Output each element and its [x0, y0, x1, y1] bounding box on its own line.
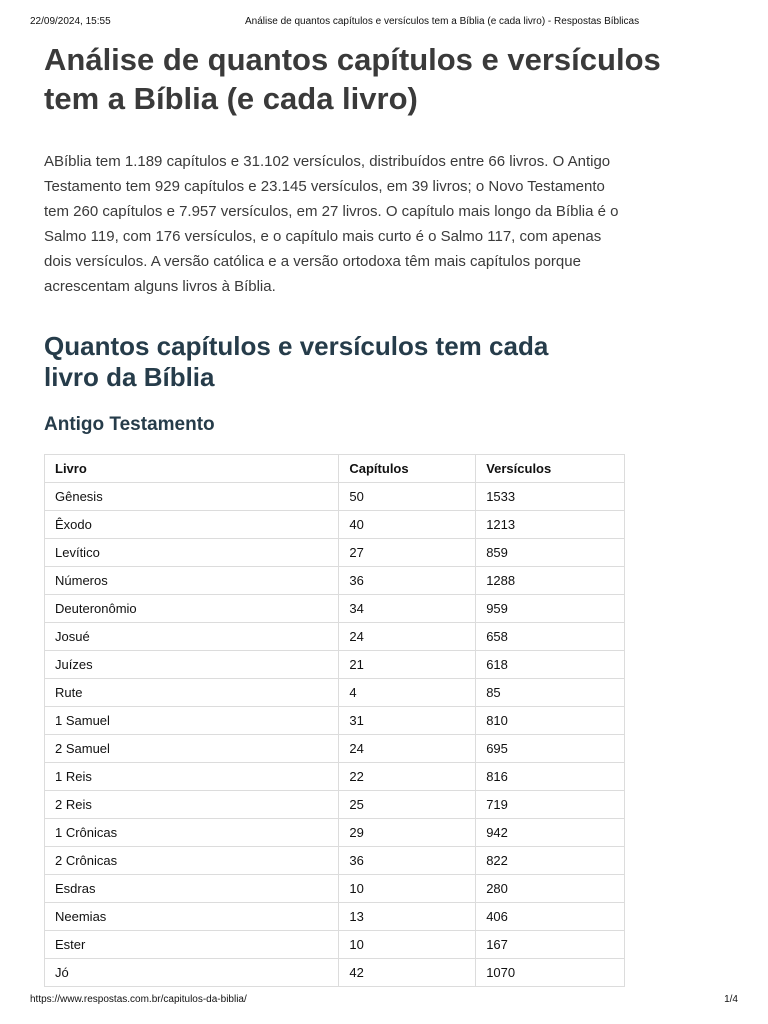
print-footer — [30, 994, 738, 1008]
verses-cell: 822 — [476, 847, 625, 875]
book-cell: 1 Reis — [45, 763, 339, 791]
section-title: Quantos capítulos e versículos tem cada livro da Bíblia — [44, 331, 549, 392]
column-header-book: Livro — [45, 455, 339, 483]
page-number: 1/4 — [724, 994, 738, 1005]
verses-cell: 618 — [476, 651, 625, 679]
table-row — [45, 791, 625, 819]
table-row — [45, 567, 625, 595]
verses-cell: 1288 — [476, 567, 625, 595]
intro-paragraph: ABíblia tem 1.189 capítulos e 31.102 versículos, distribuídos entre 66 livros. O Antigo Testamento tem 929 capítulos e 23.145 versículos, em 39 livros; o Novo Testamento tem 260 capítulos e 7.957 versículos, em 27 livros. O capítulo mais longo da Bíblia é o Salmo 119, com 176 versículos, e o capítulo mais curto é o Salmo 117, com apenas dois versículos. A versão católica e a versão ortodoxa têm mais capítulos porque acrescentam alguns livros à Bíblia. — [44, 153, 619, 295]
table-row — [45, 819, 625, 847]
book-cell: Deuteronômio — [45, 595, 339, 623]
table-row — [45, 651, 625, 679]
chapters-cell: 40 — [339, 511, 476, 539]
chapters-cell: 13 — [339, 903, 476, 931]
verses-cell: 959 — [476, 595, 625, 623]
verses-cell: 816 — [476, 763, 625, 791]
chapters-cell: 25 — [339, 791, 476, 819]
table-row — [45, 483, 625, 511]
table-row — [45, 511, 625, 539]
page-title: Análise de quantos capítulos e versículos tem a Bíblia (e cada livro) — [44, 42, 661, 116]
chapters-cell: 50 — [339, 483, 476, 511]
chapters-cell: 36 — [339, 567, 476, 595]
article — [44, 40, 724, 987]
chapters-cell: 24 — [339, 735, 476, 763]
table-row — [45, 847, 625, 875]
book-cell: 1 Crônicas — [45, 819, 339, 847]
verses-cell: 658 — [476, 623, 625, 651]
book-cell: Êxodo — [45, 511, 339, 539]
table-row — [45, 875, 625, 903]
chapters-cell: 31 — [339, 707, 476, 735]
chapters-cell: 34 — [339, 595, 476, 623]
chapters-cell: 24 — [339, 623, 476, 651]
verses-cell: 1070 — [476, 959, 625, 987]
book-cell: 1 Samuel — [45, 707, 339, 735]
verses-cell: 280 — [476, 875, 625, 903]
column-header-verses: Versículos — [476, 455, 625, 483]
table-header-row — [45, 455, 625, 483]
table-row — [45, 959, 625, 987]
chapters-cell: 36 — [339, 847, 476, 875]
verses-cell: 859 — [476, 539, 625, 567]
chapters-cell: 29 — [339, 819, 476, 847]
chapters-cell: 4 — [339, 679, 476, 707]
verses-cell: 167 — [476, 931, 625, 959]
books-table — [44, 454, 625, 987]
print-date: 22/09/2024, 15:55 — [30, 16, 111, 27]
book-cell: Gênesis — [45, 483, 339, 511]
book-cell: Números — [45, 567, 339, 595]
table-row — [45, 707, 625, 735]
book-cell: Neemias — [45, 903, 339, 931]
print-document-title: Análise de quantos capítulos e versículos tem a Bíblia (e cada livro) - Respostas Bíblicas — [245, 16, 640, 27]
verses-cell: 942 — [476, 819, 625, 847]
table-row — [45, 763, 625, 791]
print-header — [30, 16, 738, 30]
book-cell: 2 Reis — [45, 791, 339, 819]
book-cell: Rute — [45, 679, 339, 707]
verses-cell: 406 — [476, 903, 625, 931]
chapters-cell: 10 — [339, 875, 476, 903]
book-cell: 2 Crônicas — [45, 847, 339, 875]
table-row — [45, 623, 625, 651]
chapters-cell: 21 — [339, 651, 476, 679]
table-row — [45, 539, 625, 567]
table-row — [45, 595, 625, 623]
book-cell: Jó — [45, 959, 339, 987]
verses-cell: 1533 — [476, 483, 625, 511]
chapters-cell: 10 — [339, 931, 476, 959]
table-row — [45, 931, 625, 959]
book-cell: Josué — [45, 623, 339, 651]
verses-cell: 719 — [476, 791, 625, 819]
print-url: https://www.respostas.com.br/capitulos-da-biblia/ — [30, 994, 247, 1005]
chapters-cell: 22 — [339, 763, 476, 791]
column-header-chapters: Capítulos — [339, 455, 476, 483]
subsection-title: Antigo Testamento — [44, 414, 215, 435]
table-row — [45, 679, 625, 707]
book-cell: 2 Samuel — [45, 735, 339, 763]
chapters-cell: 27 — [339, 539, 476, 567]
table-row — [45, 735, 625, 763]
verses-cell: 810 — [476, 707, 625, 735]
verses-cell: 1213 — [476, 511, 625, 539]
table-row — [45, 903, 625, 931]
book-cell: Esdras — [45, 875, 339, 903]
book-cell: Levítico — [45, 539, 339, 567]
book-cell: Ester — [45, 931, 339, 959]
chapters-cell: 42 — [339, 959, 476, 987]
book-cell: Juízes — [45, 651, 339, 679]
verses-cell: 695 — [476, 735, 625, 763]
verses-cell: 85 — [476, 679, 625, 707]
